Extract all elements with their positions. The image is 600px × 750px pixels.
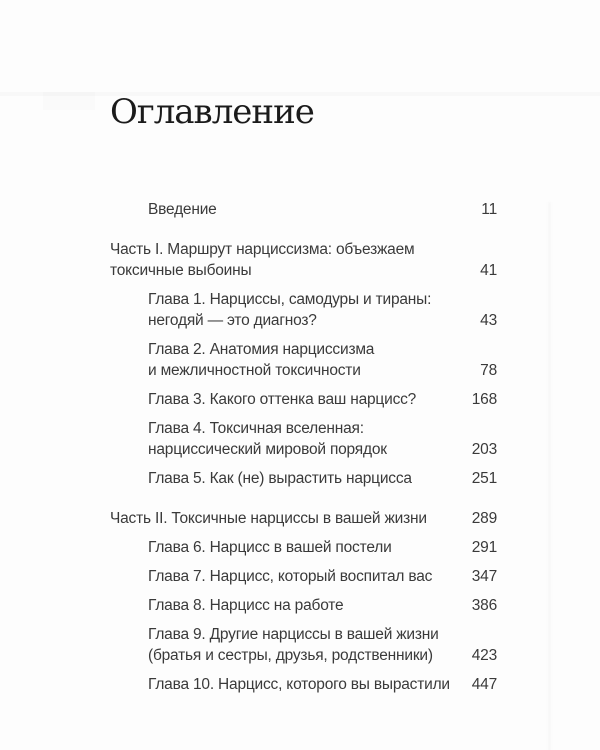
- toc-entry-label: [148, 199, 473, 220]
- toc-entry-label: [148, 566, 464, 587]
- page-title: Оглавление: [110, 92, 314, 132]
- toc-entry: [110, 508, 497, 529]
- toc-entry-line: Глава 5. Как (не) вырастить нарцисса: [148, 470, 412, 487]
- toc-entry-label: [110, 239, 472, 281]
- toc-entry-line: Глава 4. Токсичная вселенная:: [148, 420, 364, 437]
- toc-entry-line: Часть II. Токсичные нарциссы в вашей жизни: [110, 510, 427, 527]
- toc-entry-label: [148, 595, 464, 616]
- toc-entry-line: Глава 2. Анатомия нарциссизма: [148, 341, 375, 358]
- toc-entry-line: Глава 3. Какого оттенка ваш нарцисс?: [148, 391, 417, 408]
- toc-entry-page: 41: [480, 262, 497, 279]
- toc-entry-page: 347: [471, 568, 497, 585]
- toc-entry-page: 386: [471, 597, 497, 614]
- toc-entry-line: Глава 7. Нарцисс, который воспитал вас: [148, 568, 433, 585]
- toc-entry-label: [148, 339, 472, 381]
- toc-entry-page: 289: [471, 510, 497, 527]
- toc-entry: [110, 624, 497, 666]
- toc-entry-line: негодяй — это диагноз?: [148, 312, 317, 329]
- toc-entry: [110, 537, 497, 558]
- toc-entry-label: [148, 389, 464, 410]
- toc-entry-line: Глава 1. Нарциссы, самодуры и тираны:: [148, 291, 432, 308]
- toc-entry-line: и межличностной токсичности: [148, 362, 361, 379]
- toc-entry-line: Введение: [148, 201, 217, 218]
- toc-entry-page: 11: [481, 201, 497, 218]
- toc-entry-label: [148, 418, 464, 460]
- toc-entry-page: 43: [480, 312, 497, 329]
- toc-entry-label: [148, 468, 464, 489]
- toc-entry-label: [148, 624, 464, 666]
- scan-artifact-top-left: [43, 92, 95, 110]
- scan-artifact-gutter: [548, 202, 551, 750]
- toc-entry-line: Глава 8. Нарцисс на работе: [148, 597, 344, 614]
- toc-entry-label: [148, 674, 464, 695]
- toc-entry-page: 251: [471, 470, 497, 487]
- toc-entry-page: 78: [480, 362, 497, 379]
- toc-entry: [110, 566, 497, 587]
- toc-list: [110, 199, 497, 695]
- toc-entry-page: 203: [471, 441, 497, 458]
- toc-entry-label: [148, 289, 472, 331]
- toc-entry-label: [110, 508, 464, 529]
- toc-entry-page: 447: [471, 676, 497, 693]
- toc-entry: [110, 674, 497, 695]
- book-toc-page: [0, 92, 600, 750]
- toc-entry-page: 168: [471, 391, 497, 408]
- toc-entry-page: 291: [471, 539, 497, 556]
- toc-entry: [110, 239, 497, 281]
- toc-entry-page: 423: [471, 647, 497, 664]
- toc-entry: [110, 289, 497, 331]
- toc-entry-line: Часть I. Маршрут нарциссизма: объезжаем: [110, 241, 415, 258]
- toc-entry-label: [148, 537, 464, 558]
- toc-entry-line: токсичные выбоины: [110, 262, 252, 279]
- toc-entry: [110, 595, 497, 616]
- toc-entry-line: Глава 9. Другие нарциссы в вашей жизни: [148, 626, 439, 643]
- toc-entry: [110, 418, 497, 460]
- toc-entry-line: Глава 6. Нарцисс в вашей постели: [148, 539, 392, 556]
- toc-entry-line: (братья и сестры, друзья, родственники): [148, 647, 433, 664]
- toc-entry-line: нарциссический мировой порядок: [148, 441, 387, 458]
- toc-entry-line: Глава 10. Нарцисс, которого вы вырастили: [148, 676, 450, 693]
- toc-entry: [110, 389, 497, 410]
- toc-entry: [110, 199, 497, 220]
- toc-entry: [110, 339, 497, 381]
- toc-entry: [110, 468, 497, 489]
